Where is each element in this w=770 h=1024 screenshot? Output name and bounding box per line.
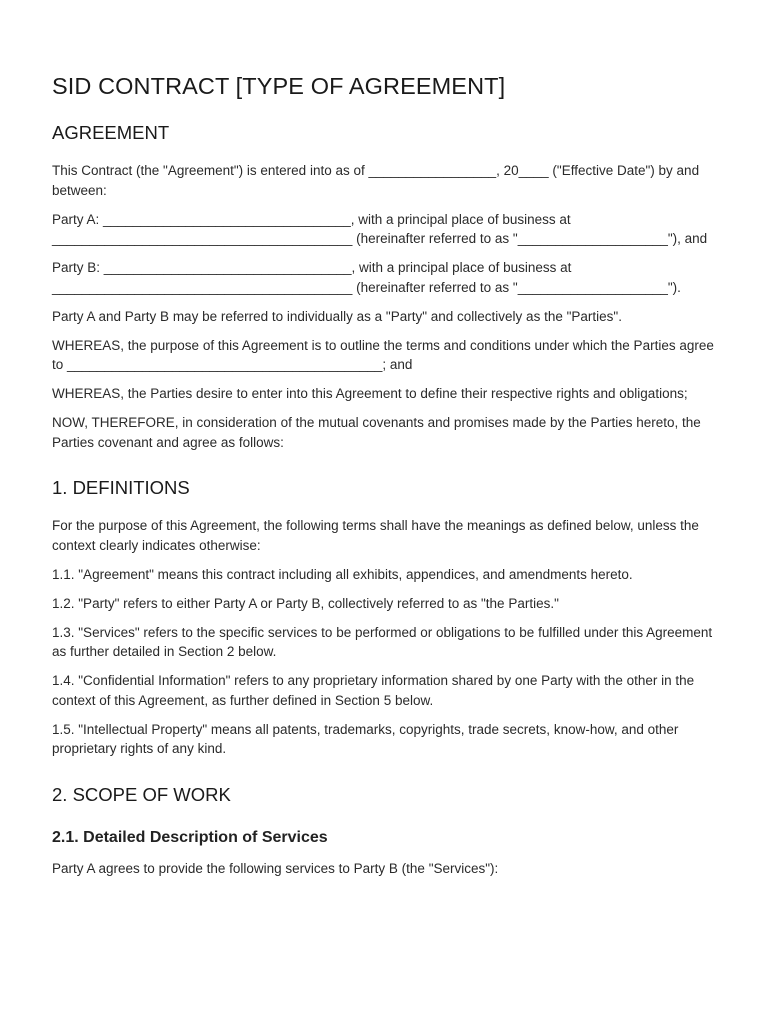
document-title: SID CONTRACT [TYPE OF AGREEMENT] (52, 73, 506, 99)
party-b-clause: Party B: _________________________________, with a principal place of business at ________________________________________ (hereinafter referred to as "____________________"). (52, 260, 681, 295)
now-therefore-clause: NOW, THEREFORE, in consideration of the mutual covenants and promises made by the Parties hereto, the Parties covenant and agree as follows: (52, 415, 701, 450)
party-a-clause: Party A: _________________________________, with a principal place of business at ________________________________________ (hereinafter referred to as "____________________"), and (52, 211, 708, 246)
scope-heading: 2. SCOPE OF WORK (52, 783, 231, 805)
definition-item: 1.4. "Confidential Information" refers to any proprietary information shared by one Party with the other in the context of this Agreement, as further defined in Section 5 below. (52, 673, 695, 708)
definition-item: 1.3. "Services" refers to the specific services to be performed or obligations to be fulfilled under this Agreement as further detailed in Section 2 below. (52, 624, 713, 659)
agreement-heading: AGREEMENT (52, 122, 170, 143)
definition-item: 1.5. "Intellectual Property" means all patents, trademarks, copyrights, trade secrets, know-how, and other proprietary rights of any kind. (52, 721, 679, 756)
whereas-clause-1: WHEREAS, the purpose of this Agreement is to outline the terms and conditions under which the Parties agree to __________________________________________; and (52, 337, 714, 372)
scope-subheading: 2.1. Detailed Description of Services (52, 828, 328, 846)
definition-item: 1.2. "Party" refers to either Party A or Party B, collectively referred to as "the Parties." (52, 595, 559, 611)
whereas-clause-2: WHEREAS, the Parties desire to enter into this Agreement to define their respective rights and obligations; (52, 386, 688, 401)
definitions-heading: 1. DEFINITIONS (52, 477, 190, 498)
agreement-intro: This Contract (the "Agreement") is entered into as of _________________, 20____ ("Effective Date") by and between: (52, 163, 700, 198)
collective-clause: Party A and Party B may be referred to individually as a "Party" and collectively as the "Parties". (52, 308, 622, 324)
definition-item: 1.1. "Agreement" means this contract including all exhibits, appendices, and amendments hereto. (52, 566, 633, 582)
definitions-intro: For the purpose of this Agreement, the following terms shall have the meanings as defined below, unless the context clearly indicates otherwise: (52, 518, 699, 553)
scope-text: Party A agrees to provide the following services to Party B (the "Services"): (52, 860, 499, 876)
